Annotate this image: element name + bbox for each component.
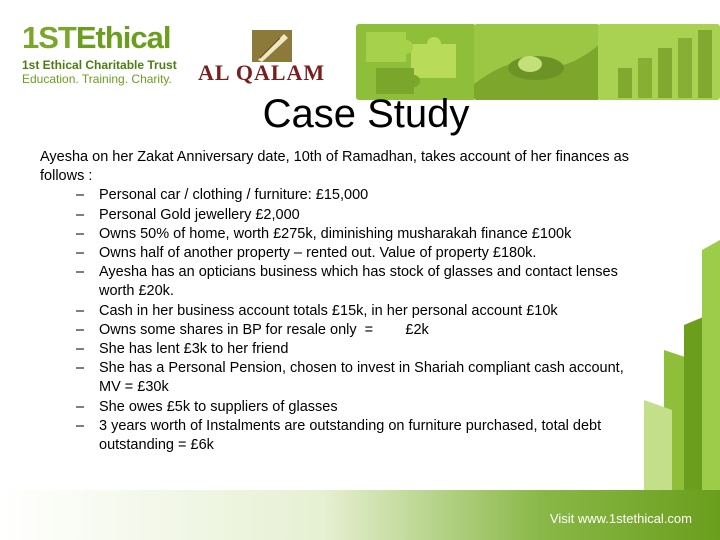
list-item-text: She owes £5k to suppliers of glasses [99,398,338,415]
logo-tagline-2: Education. Training. Charity. [22,72,172,86]
list-item [40,321,630,340]
bullet-dash: – [76,225,85,242]
bullet-dash: – [76,341,85,358]
list-item-text: Ayesha has an opticians business which has stock of glasses and contact lenses worth £20k. [99,264,618,300]
logo-mark: 1ST [22,20,76,55]
list-item [40,186,630,205]
list-item-text: Personal Gold jewellery £2,000 [99,206,300,223]
list-item [40,340,630,359]
header-photo-strip [356,24,720,100]
bullet-dash: – [76,206,85,223]
bullet-dash: – [76,398,85,415]
decorative-green-bars [624,100,720,492]
handshake-photo [474,24,600,100]
list-item [40,359,630,397]
list-item [40,225,630,244]
list-item [40,417,630,455]
al-qalam-logo [198,28,344,84]
list-item-text: She has lent £3k to her friend [99,341,289,358]
list-item-text: 3 years worth of Instalments are outstanding on furniture purchased, total debt outstanding = £6k [99,417,602,454]
list-item-text: Owns half of another property – rented out. Value of property £180k. [99,245,537,262]
logo-tagline-1: 1st Ethical Charitable Trust [22,58,177,72]
coins-photo [598,24,720,100]
bullet-dash: – [76,245,85,262]
footer-website-link[interactable]: Visit www.1stethical.com [549,511,692,526]
logo-wordmark [22,22,192,54]
quill-pen-icon [250,28,294,64]
bullet-dash: – [76,321,85,338]
list-item-text: Owns some shares in BP for resale only = £2k [99,321,429,338]
list-item-text: Personal car / clothing / furniture: £15,000 [99,187,369,204]
list-item-text: Owns 50% of home, worth £275k, diminishing musharakah finance £100k [99,225,572,242]
partner-name: AL QALAM [198,60,326,85]
list-item [40,206,630,225]
case-study-body [40,148,630,455]
page-title: Case Study [262,92,470,136]
list-item [40,302,630,321]
intro-paragraph: Ayesha on her Zakat Anniversary date, 10th of Ramadhan, takes account of her finances as follows : [40,149,629,185]
bullet-dash: – [76,360,85,377]
bullet-dash: – [76,264,85,281]
bullet-dash: – [76,302,85,319]
first-ethical-logo [22,22,192,86]
logo-word: Ethical [75,20,171,55]
list-item [40,263,630,301]
list-item [40,398,630,417]
bullet-dash: – [76,187,85,204]
asset-list [40,186,630,455]
bullet-dash: – [76,417,85,434]
list-item-text: She has a Personal Pension, chosen to invest in Shariah compliant cash account, MV = £30k [99,360,624,396]
list-item [40,244,630,263]
list-item-text: Cash in her business account totals £15k, in her personal account £10k [99,302,558,319]
puzzle-photo [356,24,476,100]
